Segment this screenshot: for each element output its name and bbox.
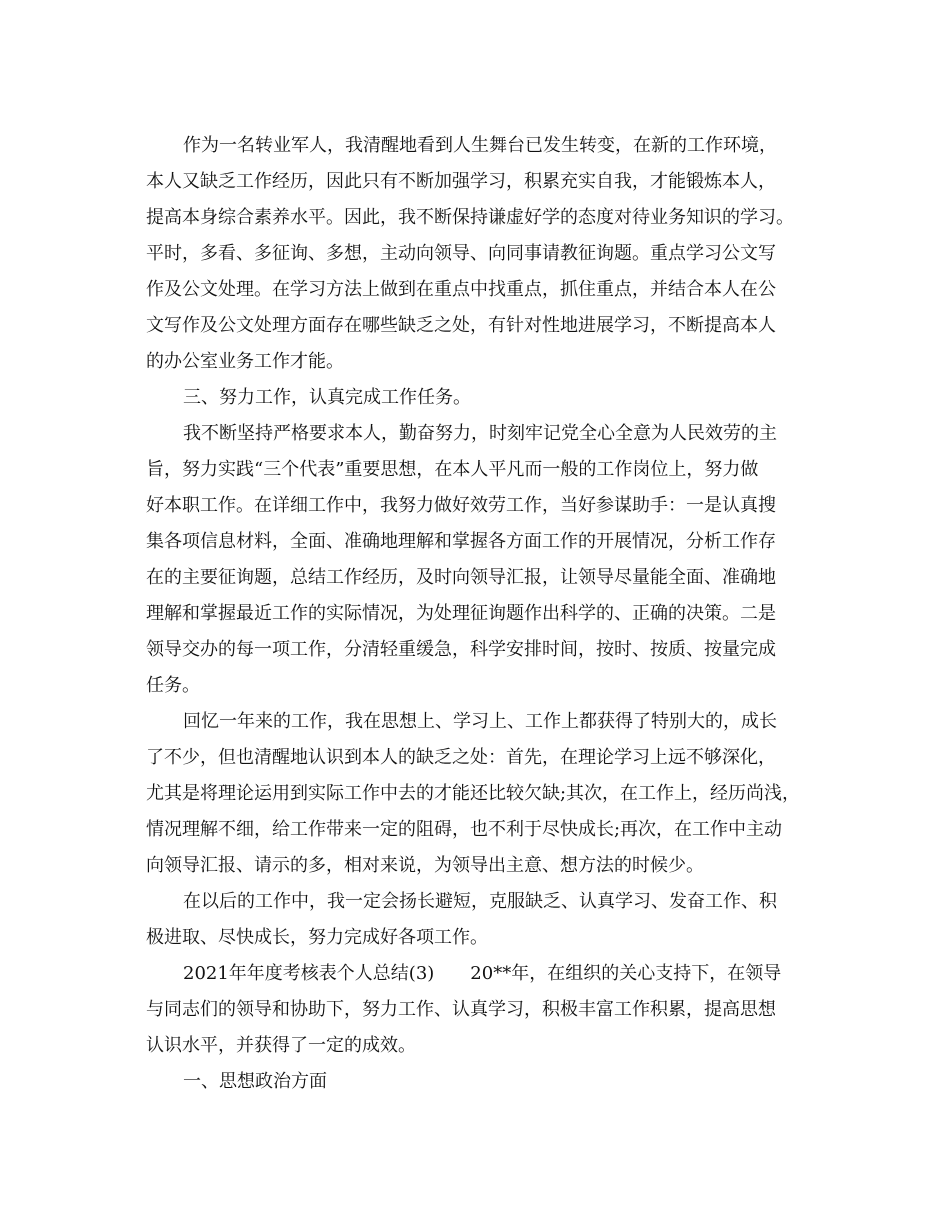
text-line: 极进取、尽快成长，努力完成好各项工作。 [146,927,488,948]
text-line: 旨，努力实践“三个代表”重要思想，在本人平凡而一般的工作岗位上，努力做 [146,459,759,480]
text-line: 我不断坚持严格要求本人，勤奋努力，时刻牢记党全心全意为人民效劳的主 [183,423,777,444]
text-line: 回忆一年来的工作，我在思想上、学习上、工作上都获得了特别大的，成长 [183,711,777,732]
text-line: 认识水平，并获得了一定的成效。 [146,1035,416,1056]
section-heading-political [146,1064,826,1100]
text-line: 2021年年度考核表个人总结(3) 20**年，在组织的关心支持下，在领导 [183,963,782,984]
paragraph-summary-3 [146,956,826,1064]
paragraph-review [146,704,826,884]
paragraph-study [146,128,826,380]
text-line: 在以后的工作中，我一定会扬长避短，克服缺乏、认真学习、发奋工作、积 [183,891,777,912]
text-line: 情况理解不细，给工作带来一定的阻碍，也不利于尽快成长;再次，在工作中主动 [146,819,783,840]
text-line: 尤其是将理论运用到实际工作中去的才能还比较欠缺;其次，在工作上，经历尚浅， [146,783,801,804]
text-line: 与同志们的领导和协助下，努力工作、认真学习，积极丰富工作积累，提高思想 [146,999,776,1020]
text-line: 本人又缺乏工作经历，因此只有不断加强学习，积累充实自我，才能锻炼本人， [146,171,776,192]
text-line: 一、思想政治方面 [183,1071,327,1092]
paragraph-work [146,416,826,704]
text-line: 好本职工作。在详细工作中，我努力做好效劳工作，当好参谋助手：一是认真搜 [146,495,776,516]
text-line: 作为一名转业军人，我清醒地看到人生舞台已发生转变，在新的工作环境， [183,135,777,156]
document-body [146,128,826,1100]
text-line: 向领导汇报、请示的多，相对来说，为领导出主意、想方法的时候少。 [146,855,704,876]
text-line: 领导交办的每一项工作，分清轻重缓急，科学安排时间，按时、按质、按量完成 [146,639,776,660]
text-line: 作及公文处理。在学习方法上做到在重点中找重点，抓住重点，并结合本人在公 [146,279,776,300]
text-line: 的办公室业务工作才能。 [146,351,344,372]
text-line: 文写作及公文处理方面存在哪些缺乏之处，有针对性地进展学习，不断提高本人 [146,315,776,336]
text-line: 了不少，但也清醒地认识到本人的缺乏之处：首先，在理论学习上远不够深化， [146,747,776,768]
text-line: 平时，多看、多征询、多想，主动向领导、向同事请教征询题。重点学习公文写 [146,243,776,264]
text-line: 三、努力工作，认真完成工作任务。 [183,387,471,408]
text-line: 在的主要征询题，总结工作经历，及时向领导汇报，让领导尽量能全面、准确地 [146,567,776,588]
text-line: 理解和掌握最近工作的实际情况，为处理征询题作出科学的、正确的决策。二是 [146,603,776,624]
text-line: 任务。 [146,675,200,696]
section-heading-work [146,380,826,416]
paragraph-future [146,884,826,956]
text-line: 提高本身综合素养水平。因此，我不断保持谦虚好学的态度对待业务知识的学习。 [146,207,794,228]
text-line: 集各项信息材料，全面、准确地理解和掌握各方面工作的开展情况，分析工作存 [146,531,776,552]
